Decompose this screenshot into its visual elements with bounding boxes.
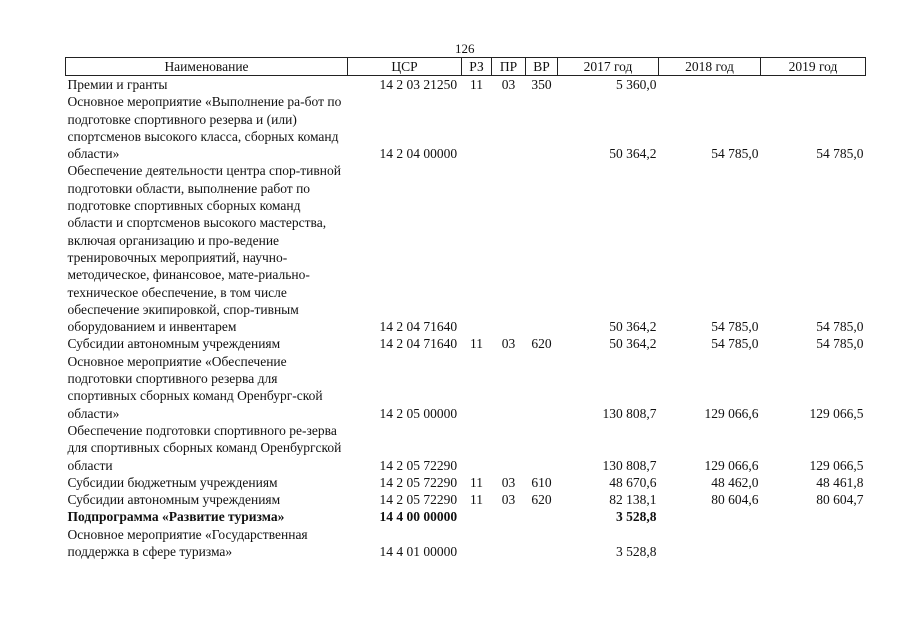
cell-pr bbox=[492, 508, 526, 525]
cell-2017: 48 670,6 bbox=[609, 474, 657, 490]
table-row bbox=[66, 335, 866, 352]
header-row bbox=[66, 58, 866, 76]
cell-vr: 620 bbox=[531, 492, 552, 508]
cell-2017: 130 808,7 bbox=[602, 405, 657, 421]
cell-name: Обеспечение деятельности центра спор-тивной подготовки области, выполнение работ по подготовке спортивных сборных команд области и спортсменов высокого мастерства, включая организацию и про-ведение тренировочных мероприятий, научно-методическое, финансовое, мате-риально-техническое обеспечение, в том числе обеспечение экипировкой, спор-тивным оборудованием и инвентарем bbox=[67, 163, 341, 335]
cell-name: Субсидии автономным учреждениям bbox=[67, 492, 281, 508]
cell-2018: 129 066,6 bbox=[704, 457, 759, 473]
cell-2019: 80 604,7 bbox=[816, 492, 864, 508]
cell-2018 bbox=[659, 508, 761, 525]
header-rz: РЗ bbox=[462, 58, 492, 76]
cell-2019: 129 066,5 bbox=[809, 405, 864, 421]
cell-name: Основное мероприятие «Государственная поддержка в сфере туризма» bbox=[67, 526, 308, 560]
header-csr: ЦСР bbox=[348, 58, 462, 76]
cell-2017: 50 364,2 bbox=[609, 336, 657, 352]
cell-csr: 14 2 05 72290 bbox=[379, 474, 458, 490]
table-row bbox=[66, 93, 866, 162]
cell-pr: 03 bbox=[501, 492, 516, 508]
cell-2018 bbox=[659, 76, 761, 94]
cell-rz bbox=[462, 526, 492, 561]
cell-vr bbox=[526, 353, 558, 422]
table-row bbox=[66, 526, 866, 561]
cell-2019: 129 066,5 bbox=[809, 457, 864, 473]
cell-2018: 80 604,6 bbox=[711, 492, 759, 508]
cell-rz: 11 bbox=[470, 77, 483, 92]
cell-pr bbox=[492, 526, 526, 561]
table-row bbox=[66, 162, 866, 335]
cell-2017: 5 360,0 bbox=[616, 77, 657, 92]
cell-2018: 54 785,0 bbox=[711, 336, 759, 352]
cell-csr: 14 4 01 00000 bbox=[379, 544, 458, 560]
cell-rz bbox=[462, 93, 492, 162]
cell-2019 bbox=[761, 76, 866, 94]
table-row bbox=[66, 353, 866, 422]
cell-rz bbox=[462, 162, 492, 335]
cell-2017: 3 528,8 bbox=[616, 509, 657, 525]
cell-name: Субсидии бюджетным учреждениям bbox=[67, 474, 278, 490]
table-row bbox=[66, 422, 866, 474]
cell-vr: 610 bbox=[531, 474, 552, 490]
cell-rz: 11 bbox=[470, 492, 483, 508]
cell-2017: 50 364,2 bbox=[609, 319, 657, 335]
cell-2018: 129 066,6 bbox=[704, 405, 759, 421]
cell-2017: 82 138,1 bbox=[609, 492, 657, 508]
header-name: Наименование bbox=[66, 58, 348, 76]
cell-csr: 14 2 04 00000 bbox=[379, 146, 458, 162]
cell-2018: 54 785,0 bbox=[711, 319, 759, 335]
cell-2019: 48 461,8 bbox=[816, 474, 864, 490]
table-row bbox=[66, 76, 866, 94]
cell-name: Основное мероприятие «Обеспечение подготовки спортивного резерва для спортивных сборных команд Оренбург-ской области» bbox=[67, 353, 323, 421]
page-number: 126 bbox=[455, 41, 475, 56]
cell-name: Премии и гранты bbox=[67, 77, 168, 92]
header-2018: 2018 год bbox=[659, 58, 761, 76]
header-2017: 2017 год bbox=[558, 58, 659, 76]
cell-name: Основное мероприятие «Выполнение ра-бот по подготовке спортивного резерва и (или) спортсменов высокого класса, сборных команд области» bbox=[67, 94, 342, 162]
cell-pr bbox=[492, 162, 526, 335]
cell-pr bbox=[492, 353, 526, 422]
budget-sheet bbox=[65, 57, 865, 560]
cell-2017: 130 808,7 bbox=[602, 457, 657, 473]
cell-2019: 54 785,0 bbox=[816, 319, 864, 335]
cell-vr bbox=[526, 526, 558, 561]
cell-csr: 14 2 05 72290 bbox=[379, 492, 458, 508]
cell-pr: 03 bbox=[501, 474, 516, 490]
cell-rz: 11 bbox=[470, 474, 483, 490]
header-2019: 2019 год bbox=[761, 58, 866, 76]
cell-vr: 620 bbox=[531, 336, 552, 352]
header-vr: ВР bbox=[526, 58, 558, 76]
cell-csr: 14 2 04 71640 bbox=[379, 319, 458, 335]
cell-rz bbox=[462, 353, 492, 422]
cell-2019: 54 785,0 bbox=[816, 146, 864, 162]
cell-name: Субсидии автономным учреждениям bbox=[67, 336, 281, 352]
cell-csr: 14 4 00 00000 bbox=[379, 509, 458, 525]
table-row bbox=[66, 474, 866, 491]
cell-vr bbox=[526, 422, 558, 474]
cell-2017: 50 364,2 bbox=[609, 146, 657, 162]
cell-rz: 11 bbox=[470, 336, 483, 352]
cell-vr: 350 bbox=[531, 77, 552, 92]
cell-pr: 03 bbox=[501, 77, 516, 92]
cell-2018: 54 785,0 bbox=[711, 146, 759, 162]
cell-pr bbox=[492, 93, 526, 162]
cell-2019 bbox=[761, 526, 866, 561]
cell-vr bbox=[526, 162, 558, 335]
table-row bbox=[66, 508, 866, 525]
cell-2018 bbox=[659, 526, 761, 561]
cell-rz bbox=[462, 422, 492, 474]
cell-vr bbox=[526, 508, 558, 525]
cell-csr: 14 2 03 21250 bbox=[379, 77, 458, 92]
cell-2019 bbox=[761, 508, 866, 525]
table-row bbox=[66, 491, 866, 508]
budget-table bbox=[65, 57, 866, 560]
cell-2018: 48 462,0 bbox=[711, 474, 759, 490]
cell-pr bbox=[492, 422, 526, 474]
cell-csr: 14 2 05 00000 bbox=[379, 405, 458, 421]
cell-csr: 14 2 05 72290 bbox=[379, 457, 458, 473]
cell-2017: 3 528,8 bbox=[616, 544, 657, 560]
cell-pr: 03 bbox=[501, 336, 516, 352]
cell-csr: 14 2 04 71640 bbox=[379, 336, 458, 352]
header-pr: ПР bbox=[492, 58, 526, 76]
cell-2019: 54 785,0 bbox=[816, 336, 864, 352]
table-body bbox=[66, 76, 866, 561]
cell-name: Подпрограмма «Развитие туризма» bbox=[67, 509, 285, 525]
cell-name: Обеспечение подготовки спортивного ре-зерва для спортивных сборных команд Оренбургской области bbox=[67, 422, 342, 473]
cell-vr bbox=[526, 93, 558, 162]
cell-rz bbox=[462, 508, 492, 525]
